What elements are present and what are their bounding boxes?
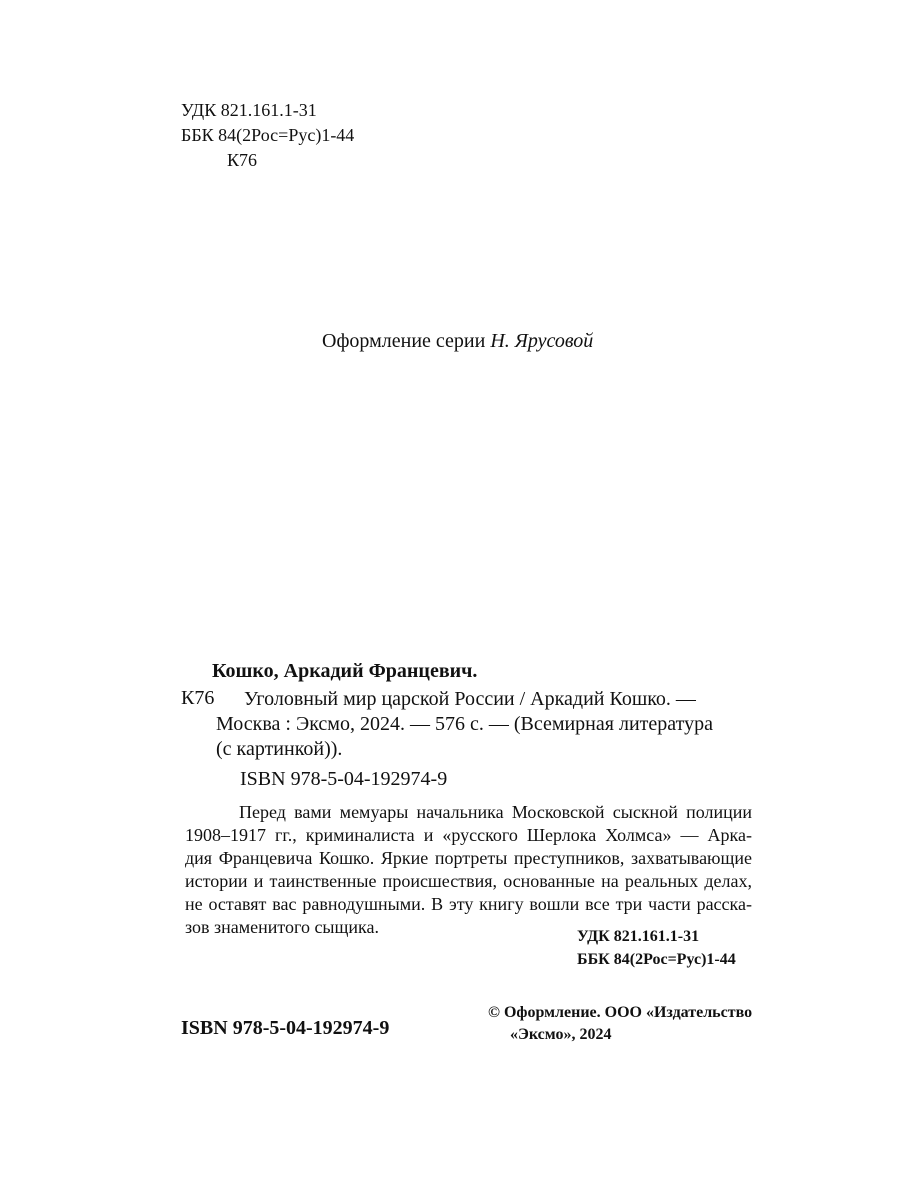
copyright-notice [488, 1002, 752, 1046]
author-mark: К76 [227, 150, 258, 170]
bottom-classification-codes [577, 925, 736, 971]
bbk-code-bottom: ББК 84(2Рос=Рус)1-44 [577, 951, 736, 968]
annotation-line: Перед вами мемуары начальника Московской сыскной полиции [239, 802, 752, 822]
copyright-line: © Оформление. ООО «Издательство [488, 1004, 753, 1021]
udk-code: УДК 821.161.1-31 [181, 100, 317, 120]
bib-line: (с картинкой)). [216, 738, 343, 760]
annotation-line: не оставят вас равнодушными. В эту книгу вошли все три части расска- [185, 894, 752, 914]
annotation [185, 801, 752, 939]
record-isbn: ISBN 978-5-04-192974-9 [240, 768, 448, 790]
annotation-line: 1908–1917 гг., криминалиста и «русского Шерлока Холмса» — Арка- [185, 825, 752, 845]
bib-line: Уголовный мир царской России / Аркадий Кошко. — [244, 688, 696, 710]
top-classification-codes [181, 98, 354, 173]
bibliographic-description [216, 687, 713, 762]
annotation-line: дия Францевича Кошко. Яркие портреты преступников, захватывающие [185, 848, 752, 868]
bottom-isbn: ISBN 978-5-04-192974-9 [181, 1017, 390, 1039]
copyright-line: «Эксмо», 2024 [510, 1026, 612, 1043]
annotation-line: истории и таинственные происшествия, основанные на реальных делах, [185, 871, 752, 891]
series-design-credit [322, 330, 593, 353]
bib-line: Москва : Эксмо, 2024. — 576 с. — (Всемирная литература [216, 713, 713, 735]
author-heading: Кошко, Аркадий Францевич. [212, 660, 478, 682]
series-design-label: Оформление серии [322, 330, 486, 352]
bbk-code: ББК 84(2Рос=Рус)1-44 [181, 125, 355, 145]
udk-code-bottom: УДК 821.161.1-31 [577, 928, 700, 945]
series-designer-name: Н. Ярусовой [490, 330, 594, 352]
annotation-line: зов знаменитого сыщика. [185, 917, 379, 937]
record-author-mark: К76 [181, 687, 215, 709]
